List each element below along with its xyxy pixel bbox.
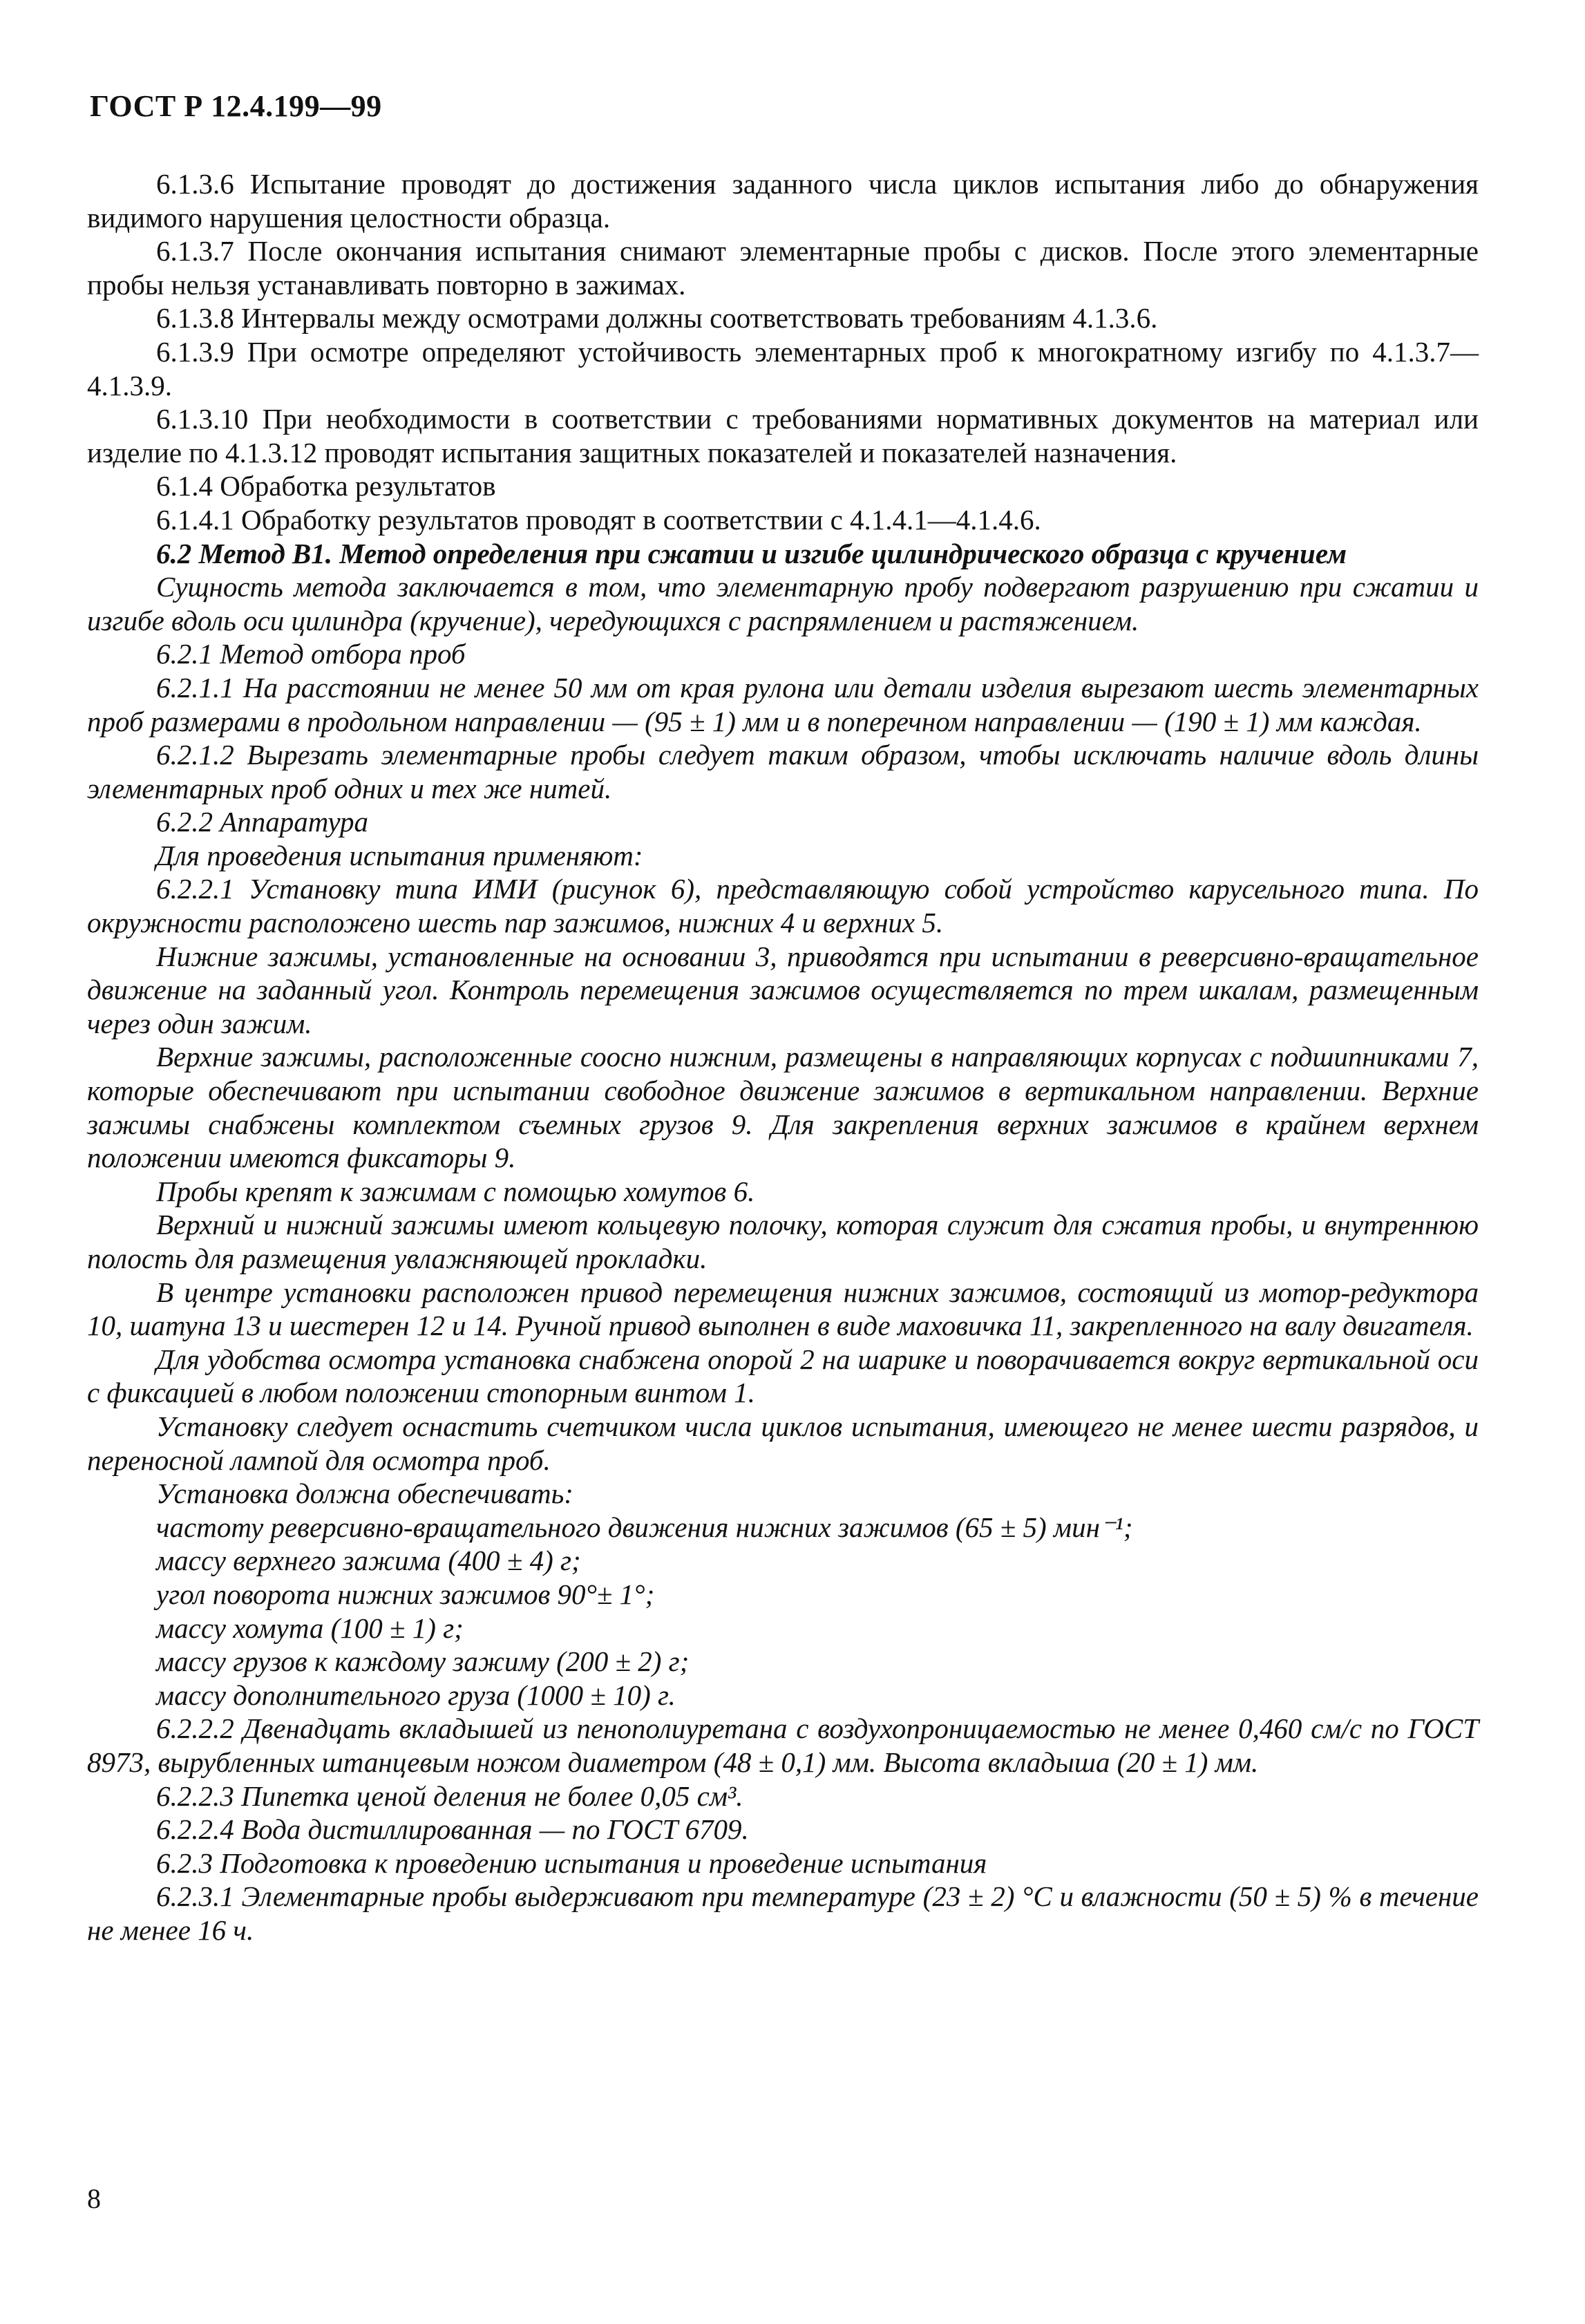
paragraph-6-2-3-1: 6.2.3.1 Элементарные пробы выдерживают при температуре (23 ± 2) °С и влажности (50 ± 5) % в течение не менее 16 ч.: [87, 1880, 1479, 1946]
page-number: 8: [87, 2183, 101, 2214]
heading-6-2-3: 6.2.3 Подготовка к проведению испытания и проведение испытания: [156, 1846, 987, 1879]
paragraph-6-1-3-7: 6.1.3.7 После окончания испытания снимают элементарные пробы с дисков. После этого элементарные пробы нельзя устанавливать повторно в зажимах.: [87, 235, 1479, 301]
requirement-item: массу дополнительного груза (1000 ± 10) г.: [156, 1679, 676, 1711]
section-heading-6-2: 6.2 Метод В1. Метод определения при сжатии и изгибе цилиндрического образца с кручением: [156, 537, 1347, 569]
document-code-header: ГОСТ Р 12.4.199—99: [90, 89, 382, 123]
heading-6-2-1: 6.2.1 Метод отбора проб: [156, 638, 466, 670]
apparatus-intro: Для проведения испытания применяют:: [156, 839, 643, 871]
paragraph-6-2-1-1: 6.2.1.1 На расстоянии не менее 50 мм от края рулона или детали изделия вырезают шесть элементарных проб размерами в продольном направлении — (95 ± 1) мм и в поперечном направлении — (190 ± 1) мм каждая.: [87, 671, 1479, 737]
method-essence-paragraph: Сущность метода заключается в том, что элементарную пробу подвергают разрушению при сжатии и изгибе вдоль оси цилиндра (кручение), чередующихся с распрямлением и растяжением.: [87, 571, 1479, 636]
upper-clamps-paragraph: Верхние зажимы, расположенные соосно нижним, размещены в направляющих корпусах с подшипниками 7, которые обеспечивают при испытании свободное движение зажимов в вертикальном направлении. Верхние зажимы снабжены комплектом съемных грузов 9. Для закрепления верхних зажимов в крайнем верхнем положении имеются фиксаторы 9.: [87, 1041, 1479, 1174]
requirement-item: частоту реверсивно-вращательного движения нижних зажимов (65 ± 5) мин⁻¹;: [156, 1511, 1133, 1543]
requirement-item: массу хомута (100 ± 1) г;: [156, 1612, 464, 1644]
requirement-item: угол поворота нижних зажимов 90°± 1°;: [156, 1578, 655, 1610]
paragraph-6-1-3-10: 6.1.3.10 При необходимости в соответствии с требованиями нормативных документов на материал или изделие по 4.1.3.12 проводят испытания защитных показателей и показателей назначения.: [87, 403, 1479, 469]
paragraph-6-2-1-2: 6.2.1.2 Вырезать элементарные пробы следует таким образом, чтобы исключать наличие вдоль длины элементарных проб одних и тех же нитей.: [87, 739, 1479, 804]
paragraph-6-2-2-4: 6.2.2.4 Вода дистиллированная — по ГОСТ 6709.: [156, 1813, 749, 1846]
clamp-fixing-paragraph: Пробы крепят к зажимам с помощью хомутов 6.: [156, 1175, 755, 1207]
paragraph-6-2-2-1: 6.2.2.1 Установку типа ИМИ (рисунок 6), представляющую собой устройство карусельного типа. По окружности расположено шесть пар зажимов, нижних 4 и верхних 5.: [87, 873, 1479, 939]
paragraph-6-2-2-3: 6.2.2.3 Пипетка ценой деления не более 0,05 см³.: [156, 1779, 743, 1812]
paragraph-6-1-4-1: 6.1.4.1 Обработку результатов проводят в соответствии с 4.1.4.1—4.1.4.6.: [156, 503, 1041, 536]
clamp-shelf-paragraph: Верхний и нижний зажимы имеют кольцевую полочку, которая служит для сжатия пробы, и внутреннюю полость для размещения увлажняющей прокладки.: [87, 1209, 1479, 1274]
paragraph-6-1-3-8: 6.1.3.8 Интервалы между осмотрами должны соответствовать требованиям 4.1.3.6.: [156, 302, 1158, 334]
paragraph-6-2-2-2: 6.2.2.2 Двенадцать вкладышей из пенополиуретана с воздухопроницаемостью не менее 0,460 см/с по ГОСТ 8973, вырубленных штанцевым ножом диаметром (48 ± 0,1) мм. Высота вкладыша (20 ± 1) мм.: [87, 1712, 1479, 1778]
paragraph-6-1-3-6: 6.1.3.6 Испытание проводят до достижения заданного числа циклов испытания либо до обнаружения видимого нарушения целостности образца.: [87, 168, 1479, 234]
drive-paragraph: В центре установки расположен привод перемещения нижних зажимов, состоящий из мотор-редуктора 10, шатуна 13 и шестерен 12 и 14. Ручной привод выполнен в виде маховичка 11, закрепленного на валу двигателя.: [87, 1276, 1479, 1342]
paragraph-6-1-3-9: 6.1.3.9 При осмотре определяют устойчивость элементарных проб к многократному изгибу по 4.1.3.7—4.1.3.9.: [87, 335, 1479, 401]
requirement-item: массу грузов к каждому зажиму (200 ± 2) г;: [156, 1645, 690, 1678]
requirement-item: массу верхнего зажима (400 ± 4) г;: [156, 1544, 581, 1577]
counter-paragraph: Установку следует оснастить счетчиком числа циклов испытания, имеющего не менее шести разрядов, и переносной лампой для осмотра проб.: [87, 1410, 1479, 1476]
support-paragraph: Для удобства осмотра установка снабжена опорой 2 на шарике и поворачивается вокруг вертикальной оси с фиксацией в любом положении стопорным винтом 1.: [87, 1343, 1479, 1409]
requirements-intro: Установка должна обеспечивать:: [156, 1477, 573, 1510]
lower-clamps-paragraph: Нижние зажимы, установленные на основании 3, приводятся при испытании в реверсивно-вращательное движение на заданный угол. Контроль перемещения зажимов осуществляется по трем шкалам, размещенным через один зажим.: [87, 940, 1479, 1039]
heading-6-2-2: 6.2.2 Аппаратура: [156, 806, 369, 838]
document-body: [87, 167, 1479, 1947]
heading-6-1-4: 6.1.4 Обработка результатов: [156, 470, 496, 502]
